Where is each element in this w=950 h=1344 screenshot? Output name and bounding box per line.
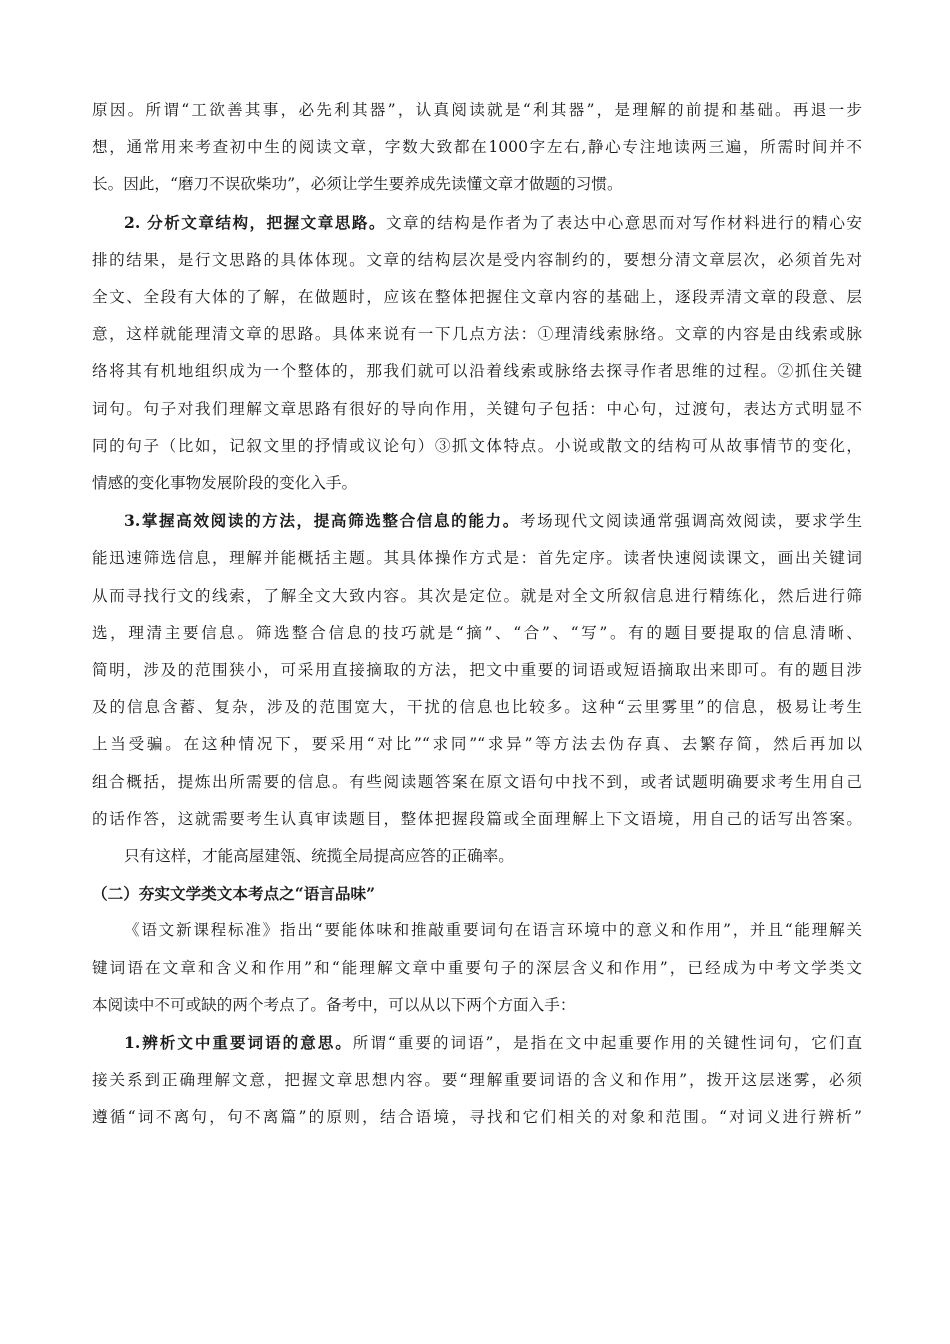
text-line: 遵循“词不离句，句不离篇”的原则，结合语境，寻找和它们相关的对象和范围。“对词义进行辨析” [92, 1108, 862, 1127]
text-line: 能迅速筛选信息，理解并能概括主题。其具体操作方式是：首先定序。读者快速阅读课文，画出关键词 [92, 549, 862, 568]
document-page [92, 92, 862, 1137]
text-line: 只有这样，才能高屋建瓴、统揽全局提高应答的正确率。 [124, 847, 514, 866]
paragraph-key-words [92, 1024, 862, 1137]
text-run: 所谓“重要的词语”，是指在文中起重要作用的关键性词句，它们直 [352, 1034, 862, 1053]
paragraph-structure [92, 204, 862, 503]
text-line [92, 502, 862, 540]
text-line: 意，这样就能理清文章的思路。具体来说有一下几点方法：①理清线索脉络。文章的内容是由线索或脉 [92, 325, 862, 344]
text-run: 文章的结构是作者为了表达中心意思而对写作材料进行的精心安 [385, 213, 862, 232]
text-line [92, 204, 862, 242]
text-run: 考场现代文阅读通常强调高效阅读，要求学生 [519, 512, 862, 531]
paragraph-continuation [92, 92, 862, 204]
text-line: 词句。句子对我们理解文章思路有很好的导向作用，关键句子包括：中心句，过渡句，表达方式明显不 [92, 399, 862, 418]
text-line: 同的句子（比如，记叙文里的抒情或议论句）③抓文体特点。小说或散文的结构可从故事情节的变化， [92, 436, 862, 455]
text-line: 想，通常用来考查初中生的阅读文章，字数大致都在1000字左右,静心专注地读两三遍，所需时间并不 [92, 138, 862, 157]
text-line: 全文、全段有大体的了解，在做题时，应该在整体把握住文章内容的基础上，逐段弄清文章的段意、层 [92, 288, 862, 307]
text-line: 排的结果，是行文思路的具体体现。文章的结构层次是受内容制约的，要想分清文章层次，必须首先对 [92, 250, 862, 269]
text-line: 上当受骗。在这种情况下，要采用“对比”“求同”“求异”等方法去伪存真、去繁存简，然后再加以 [92, 735, 862, 754]
text-line: 组合概括，提炼出所需要的信息。有些阅读题答案在原文语句中找不到，或者试题明确要求考生用自己 [92, 772, 862, 791]
text-line: 接关系到正确理解文意，把握文章思想内容。要“理解重要词语的含义和作用”，拨开这层迷雾，必须 [92, 1071, 862, 1090]
bold-lead: 1.辨析文中重要词语的意思。 [124, 1033, 353, 1053]
section-heading: （二）夯实文学类文本考点之“语言品味” [92, 884, 376, 904]
text-line: 简明，涉及的范围狭小，可采用直接摘取的方法，把文中重要的词语或短语摘取出来即可。有的题目涉 [92, 661, 862, 680]
paragraph-efficient-reading [92, 502, 862, 838]
text-line: 原因。所谓“工欲善其事，必先利其器”，认真阅读就是“利其器”，是理解的前提和基础。再退一步 [92, 101, 862, 119]
text-line [92, 1024, 862, 1062]
text-line: 的话作答，这就需要考生认真审读题目，整体把握段篇或全面理解上下文语境，用自己的话写出答案。 [92, 809, 862, 828]
bold-lead: 2. 分析文章结构，把握文章思路。 [124, 212, 386, 232]
text-line: 键词语在文章和含义和作用”和“能理解文章中重要句子的深层含义和作用”，已经成为中考文学类文 [92, 958, 862, 977]
bold-lead: 3.掌握高效阅读的方法，提高筛选整合信息的能力。 [124, 511, 520, 531]
paragraph-curriculum [92, 912, 862, 1024]
paragraph-summary [92, 838, 862, 875]
text-line: 选，理清主要信息。筛选整合信息的技巧就是“摘”、“合”、“写”。有的题目要提取的信息清晰、 [92, 623, 862, 642]
text-line: 络将其有机地组织成为一个整体的，那我们就可以沿着线索或脉络去探寻作者思维的过程。②抓住关键 [92, 362, 862, 381]
text-line: 及的信息含蓄、复杂，涉及的范围宽大，干扰的信息也比较多。这种“云里雾里”的信息，极易让考生 [92, 698, 862, 717]
text-line: 本阅读中不可或缺的两个考点了。备考中，可以从以下两个方面入手： [92, 995, 576, 1014]
text-line: 从而寻找行文的线索，了解全文大致内容。其次是定位。就是对全文所叙信息进行精练化，然后进行筛 [92, 586, 862, 605]
text-line: 长。因此，“磨刀不误砍柴功”，必须让学生要养成先读懂文章才做题的习惯。 [92, 175, 623, 194]
text-line: 情感的变化事物发展阶段的变化入手。 [92, 474, 358, 493]
text-line: 《语文新课程标准》指出“要能体味和推敲重要词句在语言环境中的意义和作用”，并且“能理解关 [124, 921, 862, 940]
